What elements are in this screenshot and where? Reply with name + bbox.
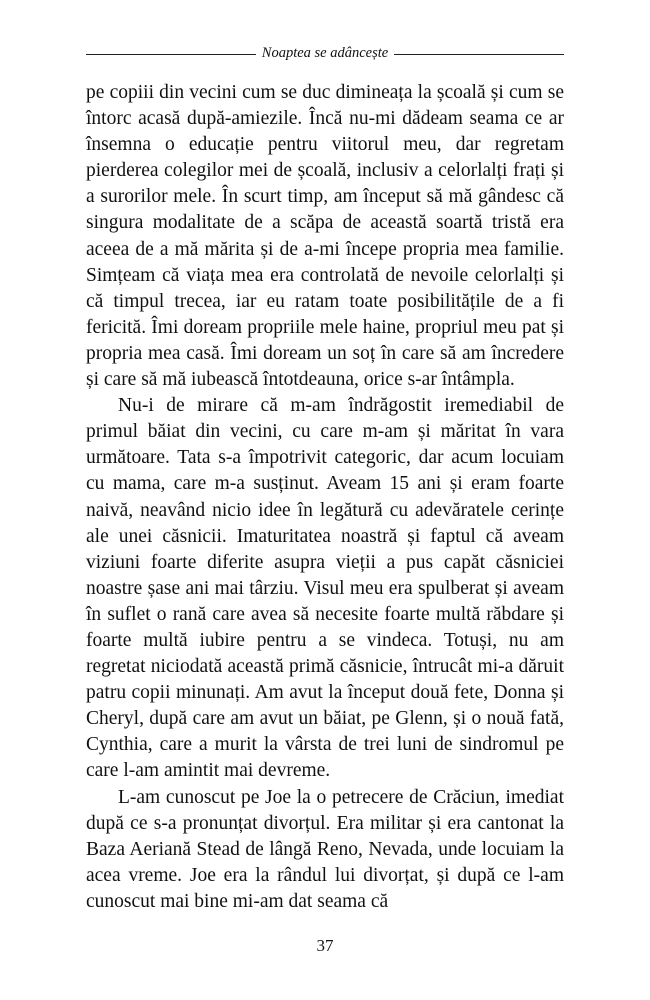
paragraph-2: Nu-i de mirare că m-am îndrăgostit iremediabil de primul băiat din vecini, cu care m-am și măritat în vara următoare. Tata s-a împotrivit categoric, dar acum locuiam cu mama, care m-a susținut. Aveam 15 ani și eram foarte naivă, neavând nicio idee în legătură cu adevăratele cerințe ale unei căsnicii. Imaturitatea noastră și faptul că aveam viziuni foarte diferite asupra vieții a pus capăt căsniciei noastre șase ani mai târziu. Visul meu era spulberat și aveam în suflet o rană care avea să necesite foarte multă răbdare și foarte multă iubire pentru a se vindeca. Totuși, nu am regretat niciodată această primă căsnicie, întrucât mi-a dăruit patru copii minunați. Am avut la început două fete, Donna și Cheryl, după care am avut un băiat, pe Glenn, și o nouă fată, Cynthia, care a murit la vârsta de trei luni de sindromul pe care l-am amintit mai devreme. — [86, 395, 564, 782]
paragraph-1: pe copiii din vecini cum se duc dimineața la școală și cum se întorc acasă după-amiezile. Încă nu-mi dădeam seama ce ar însemna o educație pentru viitorul meu, dar regretam pierderea colegilor mei de școală, inclusiv a celorlalți frați și a surorilor mele. În scurt timp, am început să mă gândesc că singura modalitate de a scăpa de această soartă tristă era aceea de a mă mărita și de a-mi începe propria mea familie. Simțeam că viața mea era controlată de nevoile celorlalți și că timpul trecea, iar eu ratam toate posibilitățile de a fi fericită. Îmi doream propriile mele haine, propriul meu pat și propria mea casă. Îmi doream un soț în care să am încredere și care să mă iubească întotdeauna, orice s-ar întâmpla. — [86, 82, 564, 391]
running-head-title: Noaptea se adâncește — [261, 45, 389, 61]
running-head — [86, 46, 564, 63]
running-head-rule-right — [394, 54, 564, 55]
page-number: 37 — [316, 936, 334, 955]
running-head-rule-left — [86, 54, 256, 55]
paragraph-3: L-am cunoscut pe Joe la o petrecere de Crăciun, imediat după ce s-a pronunțat divorțul. Era militar și era cantonat la Baza Aeriană Stead de lângă Reno, Nevada, unde locuiam la acea vreme. Joe era la rândul lui divorțat, și după ce l-am cunoscut mai bine mi-am dat seama că — [86, 786, 564, 912]
body-text — [86, 80, 564, 915]
